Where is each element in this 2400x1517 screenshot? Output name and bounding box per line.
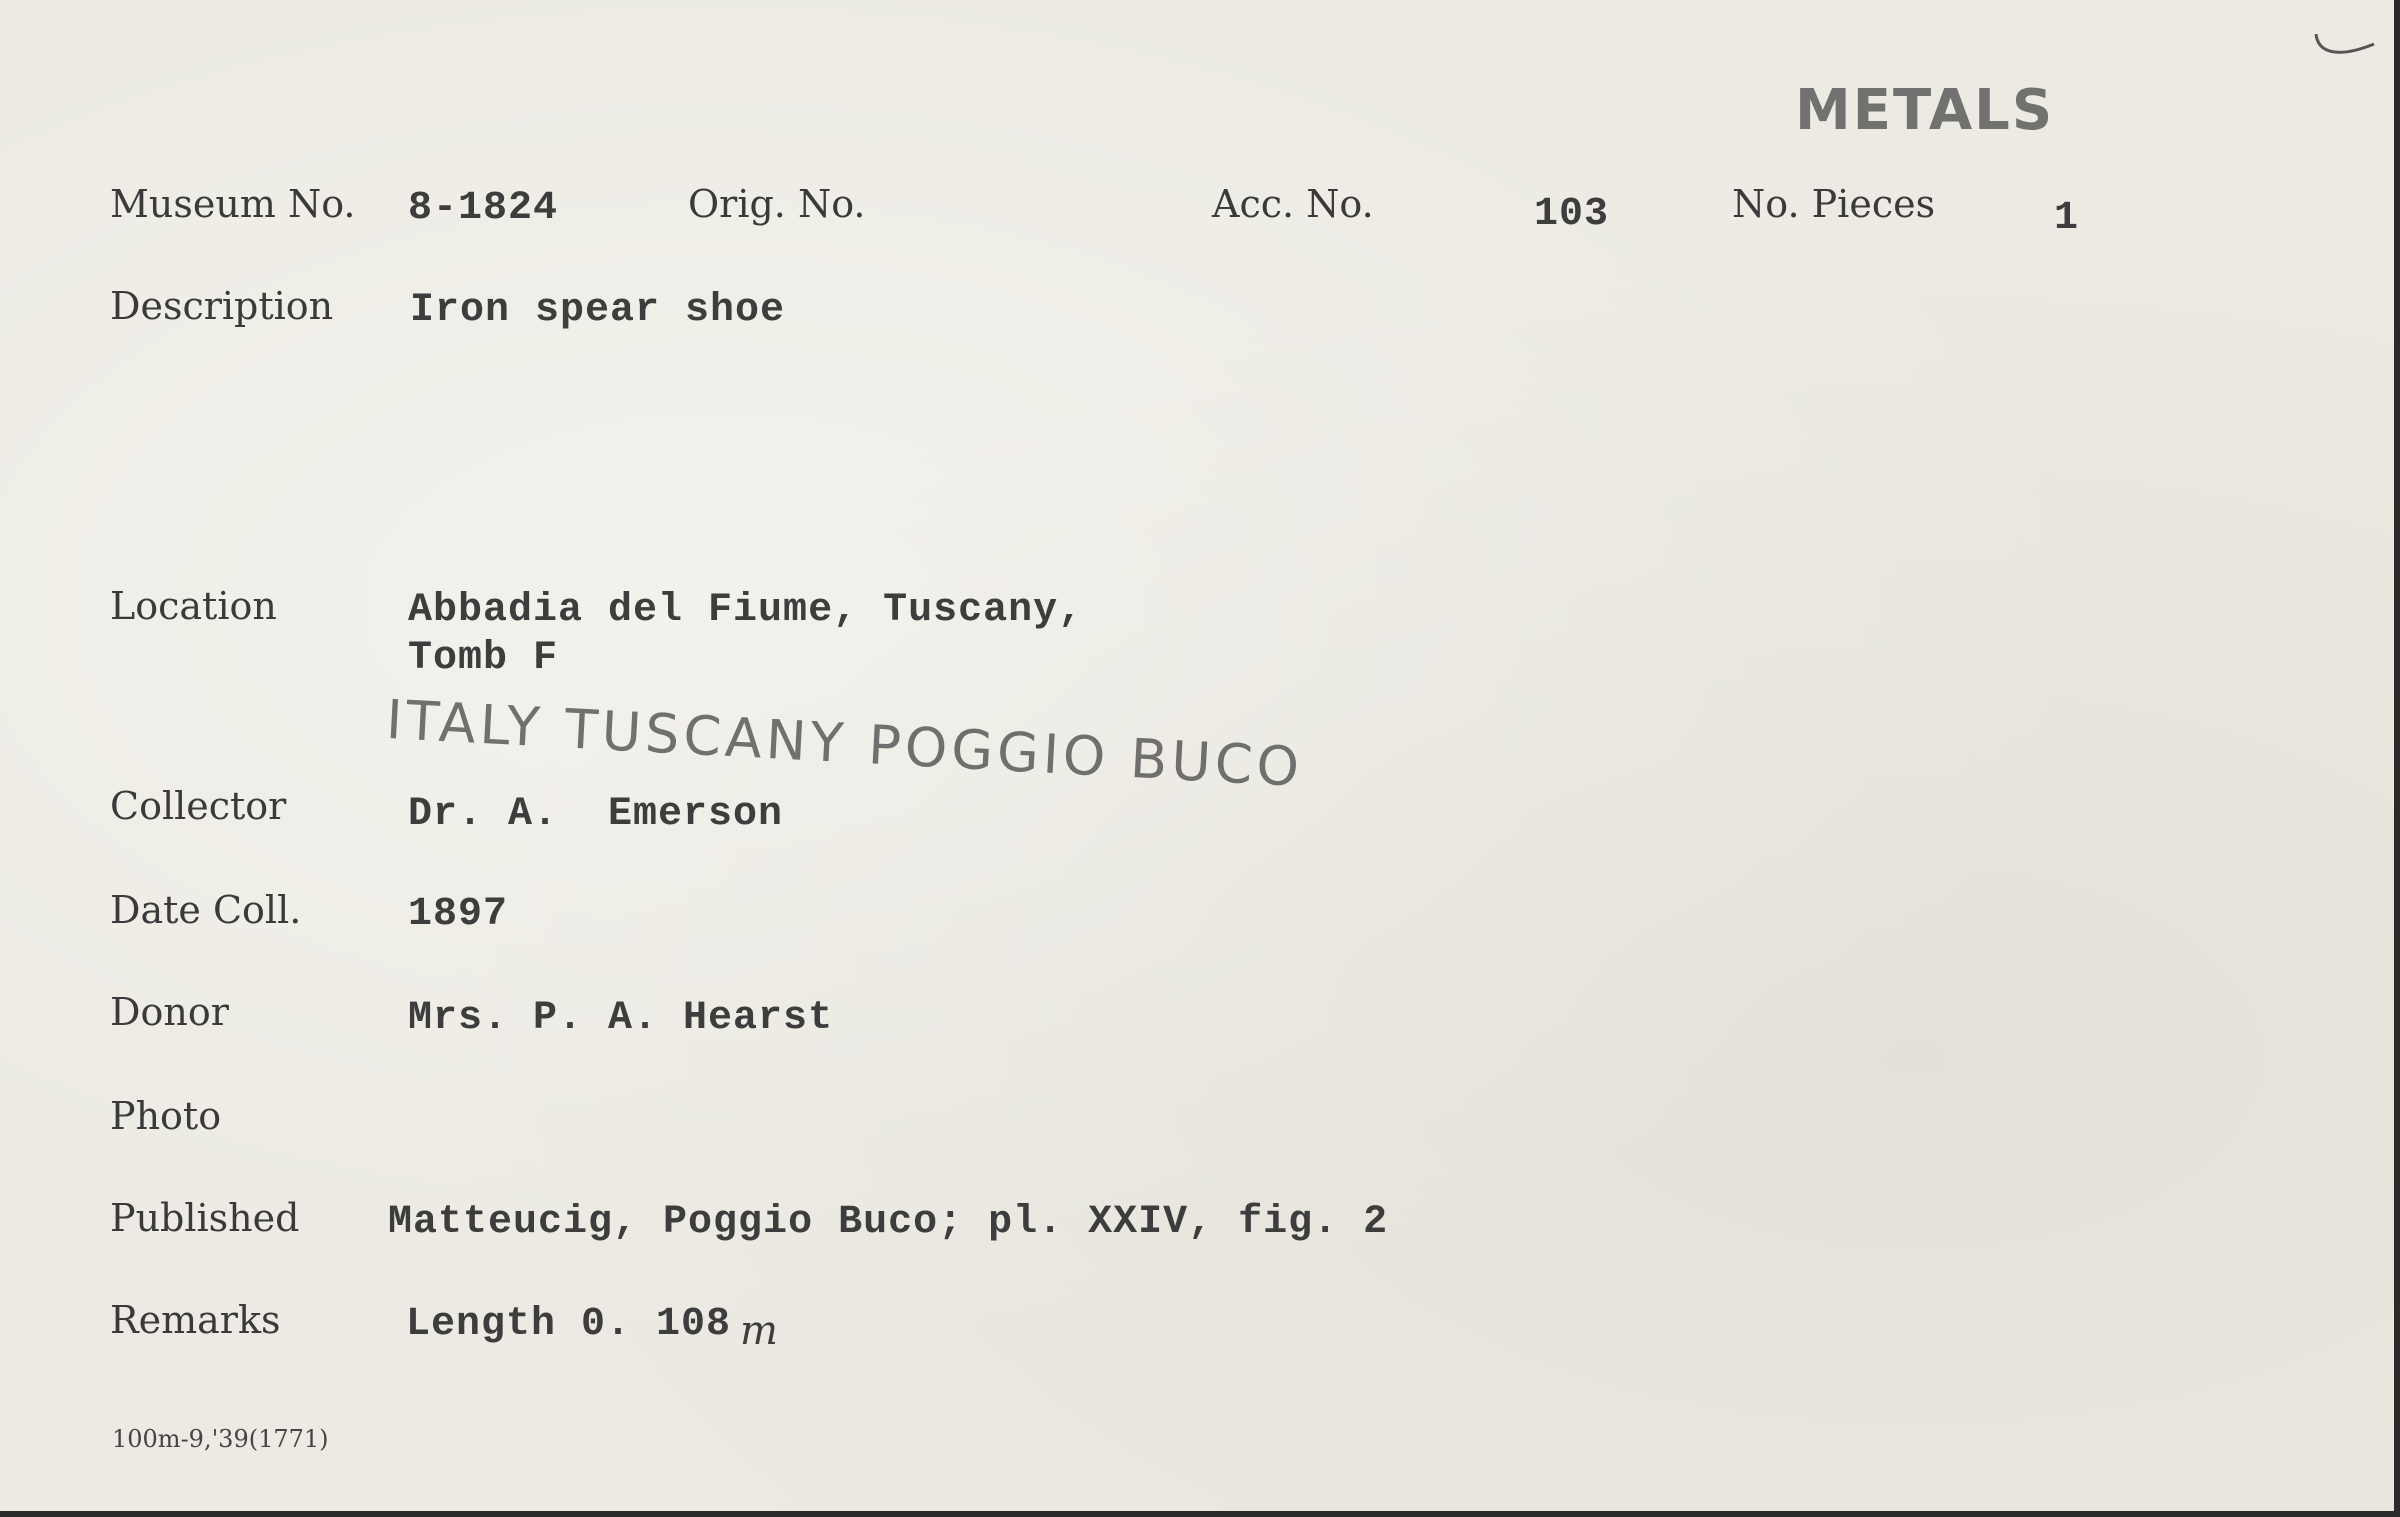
published-value: Matteucig, Poggio Buco; pl. XXIV, fig. 2 <box>388 1200 1389 1245</box>
date-coll-label: Date Coll. <box>110 888 302 932</box>
donor-value: Mrs. P. A. Hearst <box>408 996 834 1041</box>
location-stamp: ITALY TUSCANY POGGIO BUCO <box>384 688 1305 799</box>
location-value-line2: Tomb F <box>408 636 559 681</box>
print-code: 100m-9,'39(1771) <box>112 1425 329 1453</box>
collector-label: Collector <box>110 784 287 828</box>
no-pieces-value: 1 <box>2054 196 2080 241</box>
remarks-handwritten-unit: m <box>740 1308 778 1354</box>
museum-no-label: Museum No. <box>110 182 356 226</box>
date-coll-value: 1897 <box>408 892 509 937</box>
location-label: Location <box>110 584 277 628</box>
published-label: Published <box>110 1196 300 1240</box>
orig-no-label: Orig. No. <box>688 182 866 226</box>
description-label: Description <box>110 284 334 328</box>
remarks-label: Remarks <box>110 1298 281 1342</box>
location-value-line1: Abbadia del Fiume, Tuscany, <box>408 588 1084 633</box>
acc-no-value: 103 <box>1534 192 1610 237</box>
description-value: Iron spear shoe <box>410 288 786 333</box>
remarks-value: Length 0. 108 <box>406 1302 732 1347</box>
category-stamp: METALS <box>1795 78 2055 143</box>
acc-no-label: Acc. No. <box>1212 182 1374 226</box>
pencil-mark <box>2310 28 2380 68</box>
no-pieces-label: No. Pieces <box>1732 182 1936 226</box>
donor-label: Donor <box>110 990 229 1034</box>
museum-no-value: 8-1824 <box>408 186 559 231</box>
collector-value: Dr. A. Emerson <box>408 792 784 837</box>
photo-label: Photo <box>110 1094 222 1138</box>
